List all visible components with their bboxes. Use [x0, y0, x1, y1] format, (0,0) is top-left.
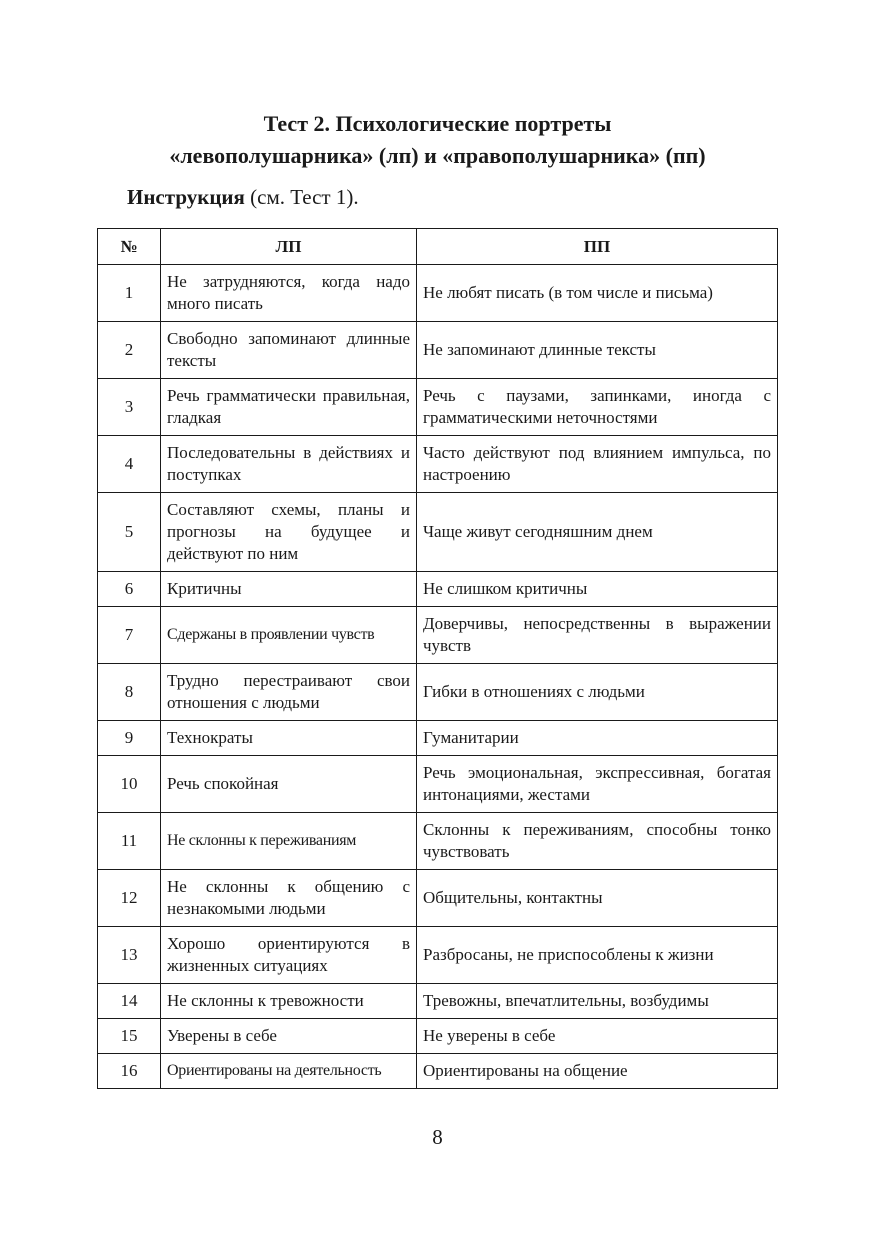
table-row: [98, 1019, 778, 1054]
lp-cell: Речь спокойная: [161, 756, 417, 813]
lp-cell: Сдержаны в проявлении чувств: [161, 607, 417, 664]
row-number: 16: [98, 1054, 161, 1089]
pp-cell: Не слишком критичны: [417, 572, 778, 607]
pp-cell: Речь с паузами, запинками, иногда с грамматическими неточностями: [417, 379, 778, 436]
row-number: 14: [98, 984, 161, 1019]
table-row: [98, 436, 778, 493]
table-row: [98, 813, 778, 870]
table-row: [98, 984, 778, 1019]
title-line-2: «левополушарника» (лп) и «правополушарника» (пп): [169, 143, 706, 168]
lp-cell: Критичны: [161, 572, 417, 607]
row-number: 11: [98, 813, 161, 870]
row-number: 1: [98, 265, 161, 322]
header-number: №: [98, 229, 161, 265]
lp-cell: Не склонны к общению с незнакомыми людьми: [161, 870, 417, 927]
row-number: 5: [98, 493, 161, 572]
lp-cell: Хорошо ориентируются в жизненных ситуациях: [161, 927, 417, 984]
table-row: [98, 493, 778, 572]
row-number: 13: [98, 927, 161, 984]
pp-cell: Склонны к переживаниям, способны тонко чувствовать: [417, 813, 778, 870]
header-pp: ПП: [417, 229, 778, 265]
comparison-table: [97, 228, 778, 1089]
table-row: [98, 664, 778, 721]
table-row: [98, 572, 778, 607]
row-number: 8: [98, 664, 161, 721]
pp-cell: Не уверены в себе: [417, 1019, 778, 1054]
lp-cell: Не затрудняются, когда надо много писать: [161, 265, 417, 322]
row-number: 3: [98, 379, 161, 436]
row-number: 10: [98, 756, 161, 813]
table-row: [98, 265, 778, 322]
page-title: [0, 108, 875, 172]
table-row: [98, 1054, 778, 1089]
lp-cell: Не склонны к переживаниям: [161, 813, 417, 870]
lp-cell: Свободно запоминают длинные тексты: [161, 322, 417, 379]
lp-cell: Речь грамматически правильная, гладкая: [161, 379, 417, 436]
table-header-row: [98, 229, 778, 265]
pp-cell: Тревожны, впечатлительны, возбудимы: [417, 984, 778, 1019]
lp-cell: Трудно перестраивают свои отношения с людьми: [161, 664, 417, 721]
instruction: [127, 183, 359, 211]
pp-cell: Чаще живут сегодняшним днем: [417, 493, 778, 572]
page-number: 8: [432, 1125, 443, 1149]
row-number: 6: [98, 572, 161, 607]
row-number: 15: [98, 1019, 161, 1054]
row-number: 4: [98, 436, 161, 493]
pp-cell: Доверчивы, непосредственны в выражении чувств: [417, 607, 778, 664]
row-number: 2: [98, 322, 161, 379]
lp-cell: Ориентированы на деятельность: [161, 1054, 417, 1089]
table-row: [98, 927, 778, 984]
pp-cell: Гуманитарии: [417, 721, 778, 756]
table-row: [98, 379, 778, 436]
pp-cell: Речь эмоциональная, экспрессивная, богатая интонациями, жестами: [417, 756, 778, 813]
pp-cell: Не любят писать (в том числе и письма): [417, 265, 778, 322]
pp-cell: Разбросаны, не приспособлены к жизни: [417, 927, 778, 984]
table-row: [98, 322, 778, 379]
pp-cell: Общительны, контактны: [417, 870, 778, 927]
pp-cell: Не запоминают длинные тексты: [417, 322, 778, 379]
lp-cell: Технократы: [161, 721, 417, 756]
instruction-text: (см. Тест 1).: [244, 185, 359, 209]
instruction-label: Инструкция: [127, 185, 245, 209]
lp-cell: Не склонны к тревожности: [161, 984, 417, 1019]
table-row: [98, 607, 778, 664]
row-number: 7: [98, 607, 161, 664]
table-row: [98, 756, 778, 813]
table-row: [98, 721, 778, 756]
lp-cell: Составляют схемы, планы и прогнозы на будущее и действуют по ним: [161, 493, 417, 572]
row-number: 12: [98, 870, 161, 927]
lp-cell: Последовательны в действиях и поступках: [161, 436, 417, 493]
pp-cell: Часто действуют под влиянием импульса, по настроению: [417, 436, 778, 493]
table-row: [98, 870, 778, 927]
header-lp: ЛП: [161, 229, 417, 265]
title-line-1: Тест 2. Психологические портреты: [263, 111, 612, 136]
pp-cell: Ориентированы на общение: [417, 1054, 778, 1089]
row-number: 9: [98, 721, 161, 756]
pp-cell: Гибки в отношениях с людьми: [417, 664, 778, 721]
lp-cell: Уверены в себе: [161, 1019, 417, 1054]
